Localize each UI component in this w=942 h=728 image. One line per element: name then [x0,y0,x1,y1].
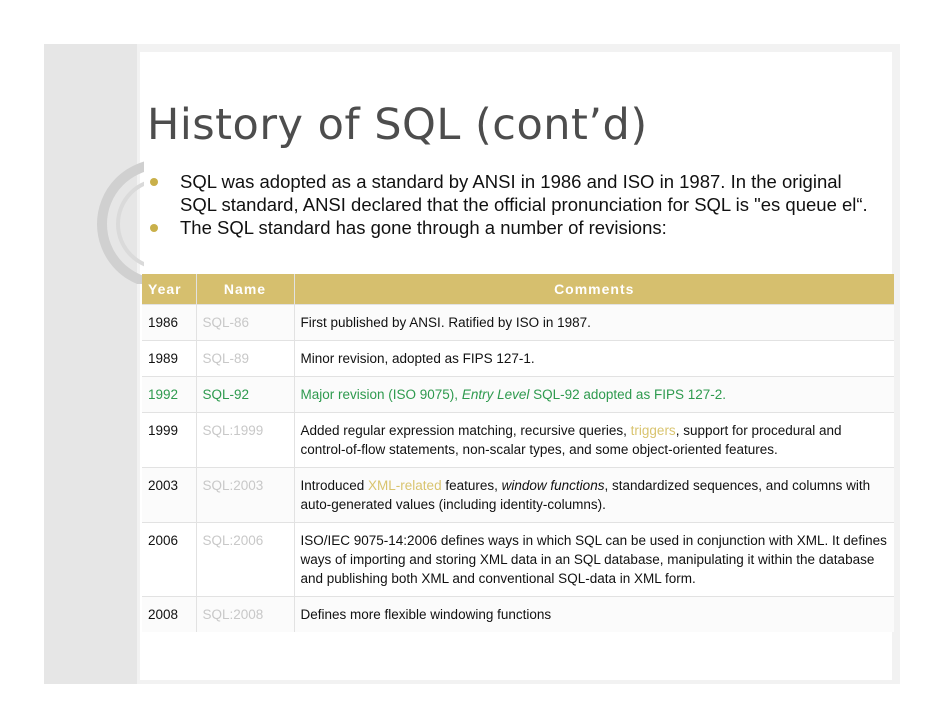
name-cell: SQL-92 [196,377,294,413]
comments-cell: Minor revision, adopted as FIPS 127-1. [294,341,894,377]
header-name: Name [196,274,294,305]
name-cell: SQL-89 [196,341,294,377]
year-cell: 2006 [142,523,196,597]
comment-highlight: XML-related [368,478,442,493]
year-cell: 1992 [142,377,196,413]
table-row [142,305,894,341]
comment-text: SQL-92 adopted as FIPS 127-2. [529,387,726,402]
year-cell: 1986 [142,305,196,341]
decorative-circles [44,44,144,284]
comments-cell: First published by ANSI. Ratified by ISO in 1987. [294,305,894,341]
bullet-list [150,170,870,239]
table-row [142,341,894,377]
name-cell: SQL:1999 [196,413,294,468]
name-cell: SQL:2008 [196,597,294,633]
comments-cell: Defines more flexible windowing functions [294,597,894,633]
comment-text: , standardized sequences, and columns with auto-generated values (including identity-columns). [300,478,871,512]
header-year: Year [142,274,196,305]
comments-cell: ISO/IEC 9075-14:2006 defines ways in which SQL can be used in conjunction with XML. It defines ways of importing and storing XML data in an SQL database, manipulating it within the database and publishing both XML and conventional SQL-data in XML form. [294,523,894,597]
comment-text: Introduced [300,478,369,493]
table-row [142,413,894,468]
bullet-dot-icon [150,224,158,232]
bullet-item [150,216,870,239]
comment-emphasis: window functions [501,478,605,493]
sql-revisions-table [142,274,894,632]
year-cell: 2003 [142,468,196,523]
table-row [142,597,894,633]
bullet-dot-icon [150,178,158,186]
name-cell: SQL:2006 [196,523,294,597]
table-header-row [142,274,894,305]
comment-text: features, [441,478,502,493]
name-cell: SQL-86 [196,305,294,341]
bullet-text: SQL was adopted as a standard by ANSI in 1986 and ISO in 1987. In the original SQL standard, ANSI declared that the official pronunciation for SQL is "es queue el“. [180,171,868,215]
comment-text: Major revision (ISO 9075), [300,387,462,402]
table-row [142,377,894,413]
comment-highlight: triggers [630,423,676,438]
bullet-text: The SQL standard has gone through a number of revisions: [180,217,667,238]
table-row [142,468,894,523]
name-cell: SQL:2003 [196,468,294,523]
comments-cell [294,468,894,523]
comments-cell [294,413,894,468]
comment-text: , support for procedural and control-of-flow statements, non-scalar types, and some object-oriented features. [300,423,842,457]
year-cell: 1989 [142,341,196,377]
bullet-item [150,170,870,216]
header-comments: Comments [294,274,894,305]
comment-emphasis: Entry Level [461,387,530,402]
year-cell: 2008 [142,597,196,633]
year-cell: 1999 [142,413,196,468]
slide-title: History of SQL (cont’d) [147,100,648,150]
table-row [142,523,894,597]
comments-cell [294,377,894,413]
comment-text: Added regular expression matching, recursive queries, [300,423,631,438]
